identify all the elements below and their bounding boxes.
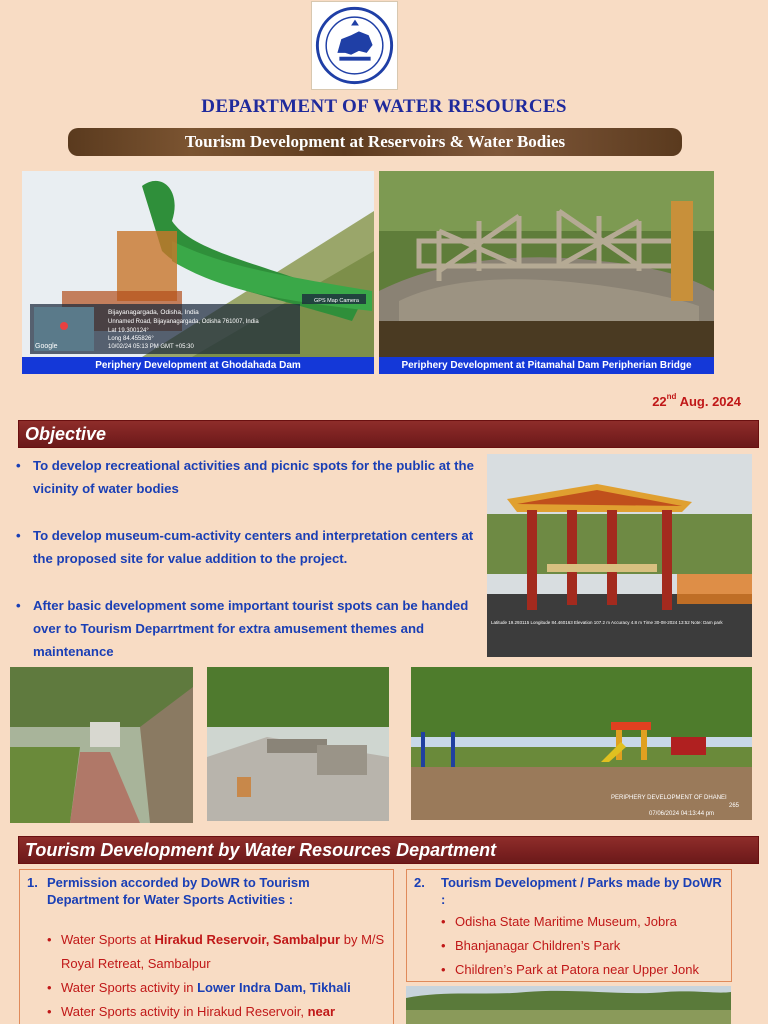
objective-item: • To develop recreational activities and picnic spots for the public at the vicinity of water bodies — [16, 454, 486, 500]
svg-text:Long 84.455826°: Long 84.455826° — [108, 336, 154, 342]
list-item: • Water Sports at Hirakud Reservoir, Sambalpur by M/S Royal Retreat, Sambalpur — [47, 928, 385, 976]
svg-text:Bijayanagargada, Odisha, India: Bijayanagargada, Odisha, India — [108, 309, 199, 316]
photo-ghodahada-peacock — [22, 171, 374, 357]
svg-text:GPS Map Camera: GPS Map Camera — [314, 298, 359, 304]
svg-text:PERIPHERY DEVELOPMENT OF DHANE: PERIPHERY DEVELOPMENT OF DHANEI — [611, 795, 727, 801]
svg-text:265: 265 — [729, 803, 740, 809]
photo-park-landscape — [406, 986, 731, 1024]
caption-ghodahada: Periphery Development at Ghodahada Dam — [22, 357, 374, 374]
photo-childrens-park — [411, 667, 752, 820]
list-item: • Water Sports activity in Hirakud Reservoir, near — [47, 1000, 385, 1024]
map-brand-label: Google — [35, 343, 58, 350]
list-item: • Bhanjanagar Children’s Park — [441, 934, 723, 958]
caption-pitamahal: Periphery Development at Pitamahal Dam Peripherian Bridge — [379, 357, 714, 374]
svg-text:Lat 19.300124°: Lat 19.300124° — [108, 328, 149, 334]
list-item: • Water Sports activity in Lower Indra Dam, Tikhali — [47, 976, 385, 1000]
parks-heading: 2. Tourism Development / Parks made by DoWR : — [414, 875, 722, 907]
document-date: 22nd Aug. 2024 — [652, 392, 741, 409]
list-item: • Odisha State Maritime Museum, Jobra — [441, 910, 723, 934]
objective-item: • After basic development some important tourist spots can be handed over to Tourism Deparrtment for extra amusement themes and maintenance — [16, 594, 486, 663]
tourism-heading: Tourism Development by Water Resources Department — [18, 836, 759, 864]
parks-list — [414, 910, 723, 982]
photo-gazebo — [487, 454, 752, 657]
svg-text:Latitude 19.293115 Longitude 8: Latitude 19.293115 Longitude 84.460163 Elevation 107.2 m Accuracy 4.8 m Time 30-08-2024 13:52 Note: Dam park — [491, 620, 723, 625]
parks-box — [406, 869, 732, 982]
water-sports-heading: 1. Permission accorded by DoWR to Tourism Department for Water Sports Activities : — [27, 875, 310, 907]
objective-item: • To develop museum-cum-activity centers and interpretation centers at the proposed site for value addition to the project. — [16, 524, 486, 570]
odisha-emblem-logo — [311, 1, 398, 90]
photo-staircase-path — [10, 667, 193, 823]
water-sports-box — [19, 869, 394, 1024]
list-item: • Children’s Park at Patora near Upper Jonk — [441, 958, 723, 982]
objective-heading: Objective — [18, 420, 759, 448]
svg-text:Unnamed Road, Bijayanagargada,: Unnamed Road, Bijayanagargada, Odisha 761007, India — [108, 319, 259, 325]
objective-list — [16, 454, 486, 687]
tourism-banner: Tourism Development at Reservoirs & Water Bodies — [68, 128, 682, 156]
water-sports-list — [27, 928, 385, 1024]
photo-paved-walkway — [207, 667, 389, 821]
svg-text:10/02/24 05:13 PM GMT +05:30: 10/02/24 05:13 PM GMT +05:30 — [108, 344, 194, 350]
department-title: DEPARTMENT OF WATER RESOURCES — [201, 96, 567, 117]
photo-pitamahal-bridge — [379, 171, 714, 357]
svg-text:07/06/2024 04:13:44 pm: 07/06/2024 04:13:44 pm — [649, 811, 715, 817]
odisha-government-emblem-icon — [312, 2, 397, 89]
